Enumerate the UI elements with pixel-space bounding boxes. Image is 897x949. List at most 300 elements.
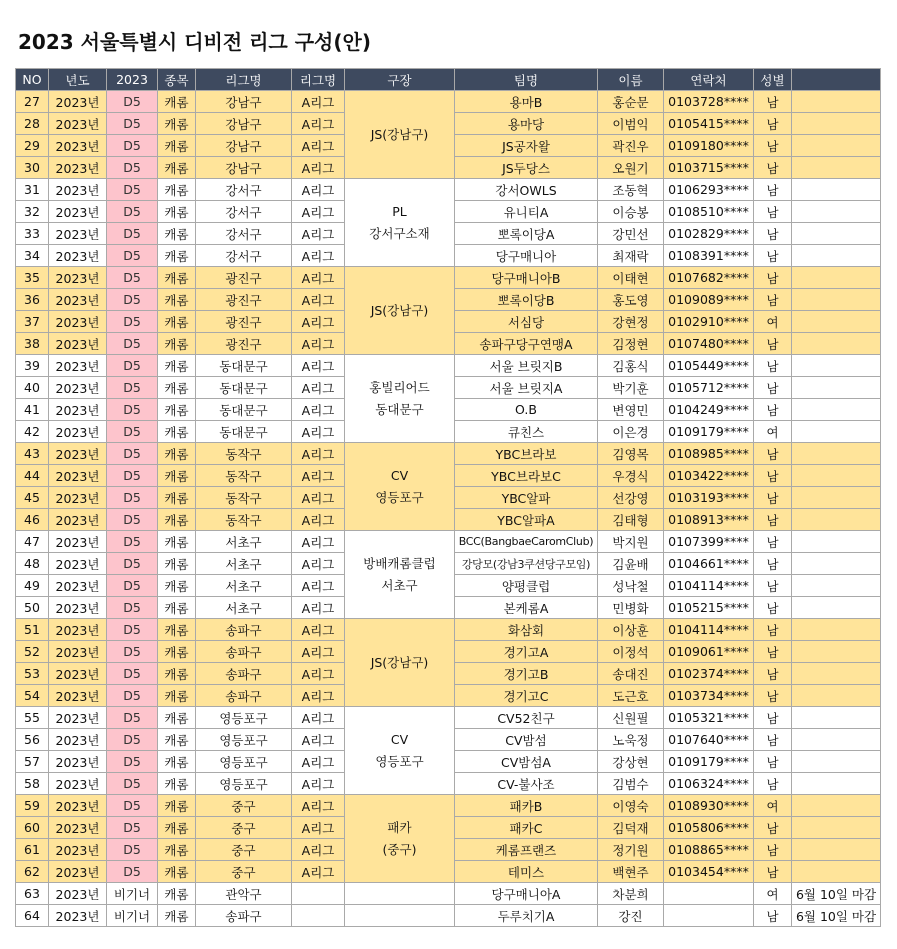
cell-name: 이상훈 [598, 619, 664, 641]
cell-venue [345, 355, 455, 443]
cell-name: 홍도영 [598, 289, 664, 311]
cell-gender: 여 [754, 311, 792, 333]
cell-district: 중구 [196, 861, 292, 883]
venue-line: (중구) [382, 841, 417, 857]
cell-name: 선강영 [598, 487, 664, 509]
cell-sport: 캐롬 [158, 905, 196, 927]
cell-no: 58 [16, 773, 49, 795]
cell-year: 2023년 [49, 707, 107, 729]
cell-name: 차분희 [598, 883, 664, 905]
cell-sport: 캐롬 [158, 465, 196, 487]
cell-note [792, 729, 881, 751]
venue-line: 패카 [387, 819, 412, 835]
cell-gender: 남 [754, 773, 792, 795]
cell-gender: 남 [754, 333, 792, 355]
cell-division: D5 [107, 597, 158, 619]
cell-note [792, 685, 881, 707]
cell-district: 동작구 [196, 443, 292, 465]
table-row [16, 883, 881, 905]
cell-phone: 0109179**** [664, 421, 754, 443]
cell-division: D5 [107, 443, 158, 465]
cell-district: 영등포구 [196, 707, 292, 729]
cell-no: 40 [16, 377, 49, 399]
cell-note [792, 553, 881, 575]
col-header-no: NO [16, 69, 49, 91]
cell-sport: 캐롬 [158, 795, 196, 817]
cell-note [792, 487, 881, 509]
cell-league: A리그 [292, 245, 345, 267]
col-header-year: 년도 [49, 69, 107, 91]
cell-sport: 캐롬 [158, 333, 196, 355]
cell-phone: 0104249**** [664, 399, 754, 421]
cell-league: A리그 [292, 311, 345, 333]
cell-name: 강민선 [598, 223, 664, 245]
cell-year: 2023년 [49, 223, 107, 245]
cell-phone [664, 883, 754, 905]
cell-name: 김태형 [598, 509, 664, 531]
cell-name: 이승봉 [598, 201, 664, 223]
cell-sport: 캐롬 [158, 839, 196, 861]
cell-division: D5 [107, 223, 158, 245]
cell-no: 62 [16, 861, 49, 883]
cell-name: 김정현 [598, 333, 664, 355]
venue-line: 홍빌리어드 [369, 379, 430, 395]
cell-year: 2023년 [49, 685, 107, 707]
cell-name: 박지원 [598, 531, 664, 553]
cell-league: A리그 [292, 619, 345, 641]
cell-gender: 남 [754, 465, 792, 487]
cell-gender: 여 [754, 883, 792, 905]
cell-district: 강서구 [196, 179, 292, 201]
cell-phone: 0103193**** [664, 487, 754, 509]
cell-phone: 0108391**** [664, 245, 754, 267]
cell-team: 뽀록이당A [455, 223, 598, 245]
cell-division: D5 [107, 839, 158, 861]
cell-district: 서초구 [196, 531, 292, 553]
table-row [16, 355, 881, 377]
cell-sport: 캐롬 [158, 443, 196, 465]
cell-year: 2023년 [49, 883, 107, 905]
cell-year: 2023년 [49, 135, 107, 157]
col-header-gender: 성별 [754, 69, 792, 91]
cell-no: 43 [16, 443, 49, 465]
col-header-team: 팀명 [455, 69, 598, 91]
table-row [16, 91, 881, 113]
col-header-venue: 구장 [345, 69, 455, 91]
cell-division: D5 [107, 289, 158, 311]
page-title: 2023 서울특별시 디비전 리그 구성(안) [18, 30, 371, 54]
cell-note [792, 267, 881, 289]
cell-note [792, 223, 881, 245]
cell-year: 2023년 [49, 773, 107, 795]
cell-league: A리그 [292, 289, 345, 311]
cell-league: A리그 [292, 157, 345, 179]
cell-venue [345, 883, 455, 905]
cell-phone: 0107399**** [664, 531, 754, 553]
venue-line: PL [392, 203, 407, 219]
cell-no: 64 [16, 905, 49, 927]
cell-name: 박기훈 [598, 377, 664, 399]
cell-phone: 0103454**** [664, 861, 754, 883]
cell-no: 42 [16, 421, 49, 443]
cell-gender: 남 [754, 531, 792, 553]
cell-gender: 남 [754, 619, 792, 641]
cell-name: 이은경 [598, 421, 664, 443]
cell-year: 2023년 [49, 267, 107, 289]
cell-name: 성낙철 [598, 575, 664, 597]
cell-league: A리그 [292, 685, 345, 707]
cell-district: 영등포구 [196, 751, 292, 773]
cell-team: 당구매니아A [455, 883, 598, 905]
cell-division: D5 [107, 729, 158, 751]
cell-gender: 남 [754, 905, 792, 927]
cell-sport: 캐롬 [158, 509, 196, 531]
cell-team: 큐친스 [455, 421, 598, 443]
cell-league: A리그 [292, 201, 345, 223]
cell-sport: 캐롬 [158, 113, 196, 135]
cell-team: 뽀록이당B [455, 289, 598, 311]
cell-note [792, 399, 881, 421]
cell-sport: 캐롬 [158, 619, 196, 641]
cell-district: 광진구 [196, 289, 292, 311]
cell-team: 양평클럽 [455, 575, 598, 597]
cell-district: 강남구 [196, 91, 292, 113]
cell-league: A리그 [292, 575, 345, 597]
cell-district: 강남구 [196, 157, 292, 179]
cell-phone: 0107640**** [664, 729, 754, 751]
cell-league: A리그 [292, 223, 345, 245]
cell-phone: 0108865**** [664, 839, 754, 861]
cell-phone: 0109179**** [664, 751, 754, 773]
cell-year: 2023년 [49, 531, 107, 553]
cell-phone: 0106293**** [664, 179, 754, 201]
cell-team: YBC알파 [455, 487, 598, 509]
cell-note [792, 531, 881, 553]
cell-division: D5 [107, 509, 158, 531]
cell-league: A리그 [292, 91, 345, 113]
cell-no: 56 [16, 729, 49, 751]
cell-note [792, 289, 881, 311]
cell-gender: 남 [754, 839, 792, 861]
header-row [16, 69, 881, 91]
cell-name: 노욱정 [598, 729, 664, 751]
venue-line: JS(강남구) [370, 654, 429, 670]
cell-note [792, 201, 881, 223]
cell-venue [345, 531, 455, 619]
cell-year: 2023년 [49, 795, 107, 817]
cell-note [792, 575, 881, 597]
cell-gender: 남 [754, 729, 792, 751]
cell-phone: 0108930**** [664, 795, 754, 817]
cell-no: 45 [16, 487, 49, 509]
cell-sport: 캐롬 [158, 179, 196, 201]
cell-division: D5 [107, 113, 158, 135]
cell-note [792, 157, 881, 179]
cell-league: A리그 [292, 729, 345, 751]
cell-gender: 남 [754, 91, 792, 113]
cell-phone: 0108913**** [664, 509, 754, 531]
cell-team: CV밤섬 [455, 729, 598, 751]
cell-division: D5 [107, 795, 158, 817]
cell-venue [345, 179, 455, 267]
venue-line: CV [390, 731, 409, 747]
cell-district: 강서구 [196, 201, 292, 223]
cell-district: 영등포구 [196, 729, 292, 751]
cell-note [792, 179, 881, 201]
cell-phone: 0107480**** [664, 333, 754, 355]
cell-gender: 남 [754, 685, 792, 707]
cell-district: 동대문구 [196, 421, 292, 443]
cell-district: 강서구 [196, 223, 292, 245]
cell-sport: 캐롬 [158, 377, 196, 399]
cell-team: 경기고C [455, 685, 598, 707]
cell-gender: 여 [754, 795, 792, 817]
cell-division: D5 [107, 245, 158, 267]
cell-team: JS공자왈 [455, 135, 598, 157]
cell-phone: 0102829**** [664, 223, 754, 245]
cell-sport: 캐롬 [158, 575, 196, 597]
cell-team: BCC(BangbaeCaromClub) [455, 531, 598, 553]
table-row [16, 707, 881, 729]
cell-league [292, 905, 345, 927]
cell-note [792, 861, 881, 883]
cell-league: A리그 [292, 597, 345, 619]
cell-year: 2023년 [49, 465, 107, 487]
cell-name: 김영목 [598, 443, 664, 465]
cell-district: 서초구 [196, 575, 292, 597]
cell-gender: 남 [754, 355, 792, 377]
cell-team: 경기고A [455, 641, 598, 663]
cell-name: 오원기 [598, 157, 664, 179]
cell-name: 김범수 [598, 773, 664, 795]
cell-no: 41 [16, 399, 49, 421]
cell-gender: 남 [754, 553, 792, 575]
cell-phone: 0102374**** [664, 663, 754, 685]
cell-district: 중구 [196, 795, 292, 817]
cell-phone: 0105449**** [664, 355, 754, 377]
cell-gender: 남 [754, 575, 792, 597]
cell-note [792, 135, 881, 157]
venue-line: 동대문구 [375, 401, 424, 417]
cell-district: 광진구 [196, 333, 292, 355]
cell-name: 김덕재 [598, 817, 664, 839]
cell-note [792, 817, 881, 839]
cell-sport: 캐롬 [158, 707, 196, 729]
cell-phone: 0104114**** [664, 619, 754, 641]
cell-year: 2023년 [49, 487, 107, 509]
cell-team: 송파구당구연맹A [455, 333, 598, 355]
cell-sport: 캐롬 [158, 399, 196, 421]
cell-sport: 캐롬 [158, 531, 196, 553]
cell-sport: 캐롬 [158, 487, 196, 509]
cell-sport: 캐롬 [158, 91, 196, 113]
cell-division: D5 [107, 663, 158, 685]
cell-district: 광진구 [196, 267, 292, 289]
cell-no: 52 [16, 641, 49, 663]
cell-gender: 남 [754, 487, 792, 509]
venue-line: 강서구소재 [369, 225, 430, 241]
cell-division: D5 [107, 399, 158, 421]
cell-team: 용마당 [455, 113, 598, 135]
cell-sport: 캐롬 [158, 751, 196, 773]
cell-gender: 여 [754, 421, 792, 443]
cell-team: 당구매니아 [455, 245, 598, 267]
cell-sport: 캐롬 [158, 597, 196, 619]
cell-gender: 남 [754, 707, 792, 729]
cell-league: A리그 [292, 443, 345, 465]
cell-venue [345, 267, 455, 355]
cell-district: 관악구 [196, 883, 292, 905]
cell-year: 2023년 [49, 597, 107, 619]
cell-sport: 캐롬 [158, 883, 196, 905]
cell-phone: 0102910**** [664, 311, 754, 333]
cell-team: 경기고B [455, 663, 598, 685]
cell-sport: 캐롬 [158, 355, 196, 377]
cell-district: 광진구 [196, 311, 292, 333]
cell-year: 2023년 [49, 641, 107, 663]
cell-year: 2023년 [49, 619, 107, 641]
cell-league: A리그 [292, 707, 345, 729]
cell-no: 60 [16, 817, 49, 839]
cell-sport: 캐롬 [158, 663, 196, 685]
cell-team: YBC브라보C [455, 465, 598, 487]
cell-team: CV밤섬A [455, 751, 598, 773]
cell-division: D5 [107, 619, 158, 641]
cell-no: 53 [16, 663, 49, 685]
cell-no: 46 [16, 509, 49, 531]
cell-team: 서울 브릿지A [455, 377, 598, 399]
cell-sport: 캐롬 [158, 553, 196, 575]
cell-year: 2023년 [49, 553, 107, 575]
cell-league: A리그 [292, 377, 345, 399]
cell-division: D5 [107, 553, 158, 575]
cell-district: 송파구 [196, 905, 292, 927]
cell-gender: 남 [754, 663, 792, 685]
cell-team: 강서OWLS [455, 179, 598, 201]
cell-league: A리그 [292, 267, 345, 289]
cell-name: 신원필 [598, 707, 664, 729]
cell-sport: 캐롬 [158, 685, 196, 707]
cell-no: 34 [16, 245, 49, 267]
cell-year: 2023년 [49, 245, 107, 267]
cell-no: 54 [16, 685, 49, 707]
cell-no: 57 [16, 751, 49, 773]
cell-name: 강상현 [598, 751, 664, 773]
col-header-league: 리그명 [292, 69, 345, 91]
cell-league: A리그 [292, 179, 345, 201]
cell-gender: 남 [754, 201, 792, 223]
cell-no: 63 [16, 883, 49, 905]
cell-gender: 남 [754, 135, 792, 157]
cell-gender: 남 [754, 157, 792, 179]
cell-year: 2023년 [49, 399, 107, 421]
cell-phone: 0105415**** [664, 113, 754, 135]
cell-phone: 0109180**** [664, 135, 754, 157]
league-table [15, 68, 881, 927]
cell-name: 홍순문 [598, 91, 664, 113]
table-row [16, 267, 881, 289]
cell-no: 47 [16, 531, 49, 553]
table-row [16, 531, 881, 553]
cell-name: 강현정 [598, 311, 664, 333]
venue-line: JS(강남구) [370, 126, 429, 142]
cell-division: D5 [107, 311, 158, 333]
cell-note [792, 377, 881, 399]
cell-district: 동작구 [196, 465, 292, 487]
cell-district: 강남구 [196, 135, 292, 157]
col-header-name: 이름 [598, 69, 664, 91]
cell-note [792, 421, 881, 443]
table-row [16, 619, 881, 641]
cell-sport: 캐롬 [158, 201, 196, 223]
cell-year: 2023년 [49, 905, 107, 927]
cell-name: 김윤배 [598, 553, 664, 575]
cell-phone: 0103422**** [664, 465, 754, 487]
cell-team: 용마B [455, 91, 598, 113]
cell-note [792, 641, 881, 663]
cell-no: 44 [16, 465, 49, 487]
cell-division: D5 [107, 333, 158, 355]
cell-name: 이태현 [598, 267, 664, 289]
cell-district: 송파구 [196, 641, 292, 663]
table-row [16, 443, 881, 465]
cell-name: 최재락 [598, 245, 664, 267]
cell-sport: 캐롬 [158, 421, 196, 443]
cell-league: A리그 [292, 113, 345, 135]
cell-no: 33 [16, 223, 49, 245]
cell-note [792, 465, 881, 487]
cell-name: 이정석 [598, 641, 664, 663]
cell-team: 서울 브릿지B [455, 355, 598, 377]
cell-no: 39 [16, 355, 49, 377]
cell-league: A리그 [292, 355, 345, 377]
cell-league [292, 883, 345, 905]
cell-no: 28 [16, 113, 49, 135]
col-header-district: 리그명 [196, 69, 292, 91]
cell-district: 동작구 [196, 487, 292, 509]
cell-phone: 0108510**** [664, 201, 754, 223]
cell-phone: 0109061**** [664, 641, 754, 663]
cell-league: A리그 [292, 839, 345, 861]
cell-gender: 남 [754, 641, 792, 663]
cell-team: JS두당스 [455, 157, 598, 179]
cell-name: 이영숙 [598, 795, 664, 817]
cell-gender: 남 [754, 751, 792, 773]
cell-venue [345, 707, 455, 795]
cell-league: A리그 [292, 465, 345, 487]
cell-team: CV52친구 [455, 707, 598, 729]
cell-note [792, 597, 881, 619]
cell-sport: 캐롬 [158, 267, 196, 289]
cell-note [792, 839, 881, 861]
col-header-division: 2023 [107, 69, 158, 91]
cell-division: D5 [107, 355, 158, 377]
table-row [16, 795, 881, 817]
venue-line: 서초구 [381, 577, 418, 593]
cell-team: YBC알파A [455, 509, 598, 531]
cell-note [792, 91, 881, 113]
cell-division: D5 [107, 861, 158, 883]
cell-venue [345, 443, 455, 531]
col-header-phone: 연락처 [664, 69, 754, 91]
cell-district: 동대문구 [196, 399, 292, 421]
cell-league: A리그 [292, 773, 345, 795]
cell-no: 50 [16, 597, 49, 619]
cell-team: 당구매니아B [455, 267, 598, 289]
cell-league: A리그 [292, 663, 345, 685]
cell-district: 동대문구 [196, 355, 292, 377]
cell-gender: 남 [754, 399, 792, 421]
